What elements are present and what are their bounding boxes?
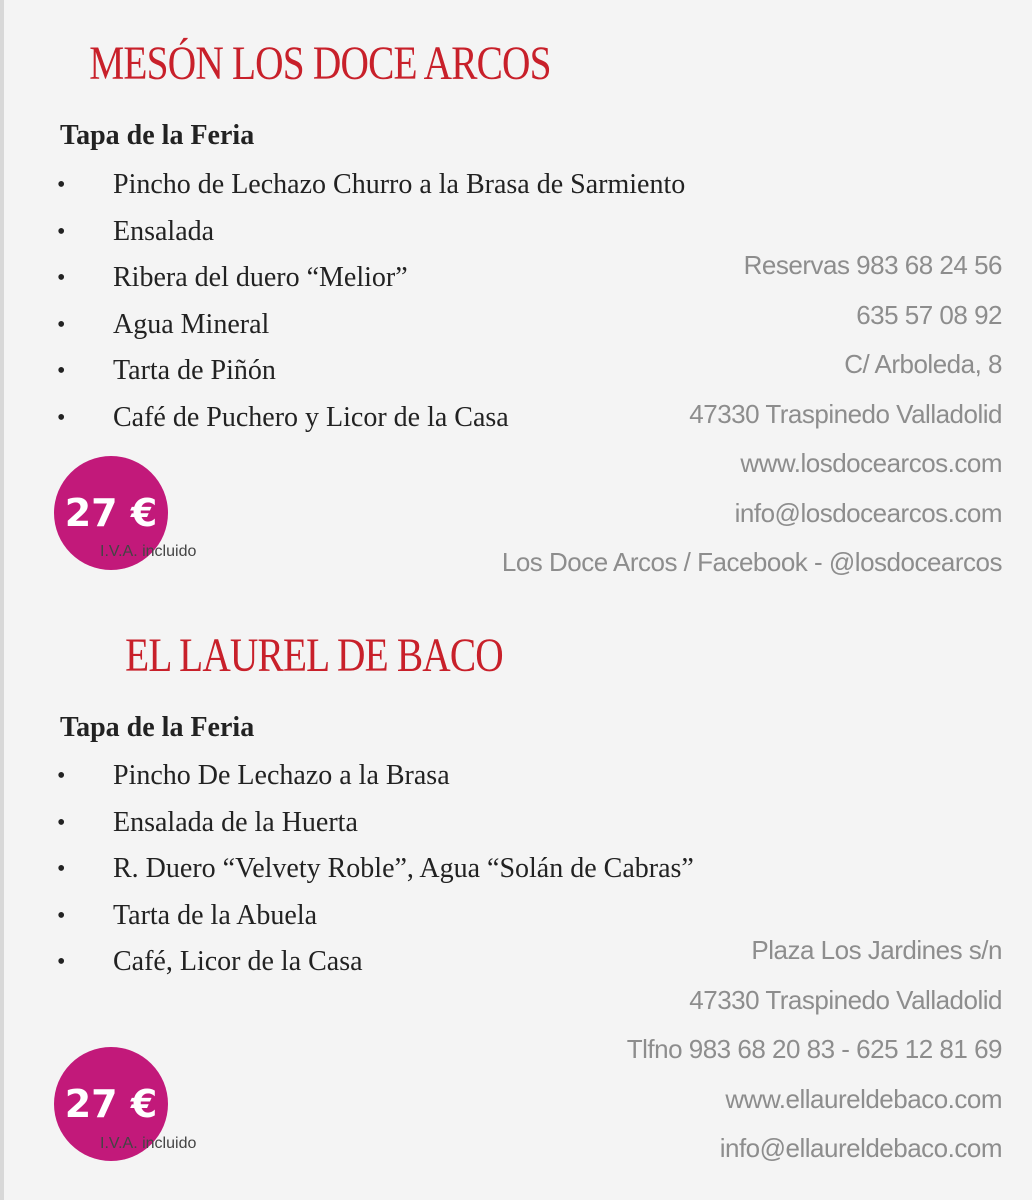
page-edge	[0, 0, 4, 1200]
menu-item: • Ensalada	[55, 209, 685, 256]
street-address: C/ Arboleda, 8	[844, 349, 1002, 379]
bullet-icon: •	[57, 856, 66, 882]
price-badge: 27 €	[54, 456, 168, 570]
price-note: I.V.A. incluido	[100, 543, 197, 560]
bullet-icon: •	[57, 949, 66, 975]
menu-item: • Café de Puchero y Licor de la Casa	[55, 395, 685, 442]
bullet-icon: •	[57, 358, 66, 384]
reservation-phone: Reservas 983 68 24 56	[743, 250, 1002, 280]
website-link[interactable]: www.ellaureldebaco.com	[725, 1083, 1002, 1114]
bullet-icon: •	[57, 404, 66, 431]
website-link[interactable]: www.losdocearcos.com	[740, 448, 1002, 478]
street-address: Plaza Los Jardines s/n	[751, 935, 1002, 965]
email-link[interactable]: info@ellaureldebaco.com	[719, 1133, 1002, 1163]
menu-list	[55, 753, 694, 986]
bullet-icon: •	[57, 902, 66, 929]
contact-block	[627, 925, 1002, 1173]
email-link[interactable]: info@losdocearcos.com	[734, 497, 1002, 528]
city-address: 47330 Traspinedo Valladolid	[689, 984, 1002, 1015]
menu-item: • Pincho De Lechazo a la Brasa	[55, 753, 694, 800]
menu-item: • Pincho de Lechazo Churro a la Brasa de Sarmiento	[55, 162, 685, 209]
price-badge: 27 €	[54, 1047, 168, 1161]
bullet-icon: •	[57, 265, 66, 291]
bullet-icon: •	[57, 809, 66, 836]
social-links[interactable]: Los Doce Arcos / Facebook - @losdocearcos	[501, 547, 1002, 577]
menu-item: • R. Duero “Velvety Roble”, Agua “Solán de Cabras”	[55, 846, 694, 893]
menu-subtitle: Tapa de la Feria	[60, 712, 255, 743]
contact-block	[502, 240, 1002, 587]
menu-item: • Ensalada de la Huerta	[55, 800, 694, 847]
menu-item: • Tarta de la Abuela	[55, 893, 694, 940]
bullet-icon: •	[57, 311, 66, 338]
restaurant-title: MESÓN LOS DOCE ARCOS	[89, 37, 551, 90]
city-address: 47330 Traspinedo Valladolid	[689, 398, 1002, 429]
bullet-icon: •	[57, 763, 66, 789]
menu-item: • Agua Mineral	[55, 302, 685, 349]
menu-subtitle: Tapa de la Feria	[60, 120, 255, 151]
price-note: I.V.A. incluido	[100, 1135, 197, 1152]
mobile-phone: 635 57 08 92	[856, 299, 1002, 330]
menu-item: • Ribera del duero “Melior”	[55, 255, 685, 302]
bullet-icon: •	[57, 172, 66, 198]
restaurant-title: EL LAUREL DE BACO	[125, 629, 503, 682]
menu-item: • Tarta de Piñón	[55, 348, 685, 395]
bullet-icon: •	[57, 218, 66, 245]
menu-item: • Café, Licor de la Casa	[55, 939, 694, 986]
phone-numbers: Tlfno 983 68 20 83 - 625 12 81 69	[626, 1034, 1002, 1064]
